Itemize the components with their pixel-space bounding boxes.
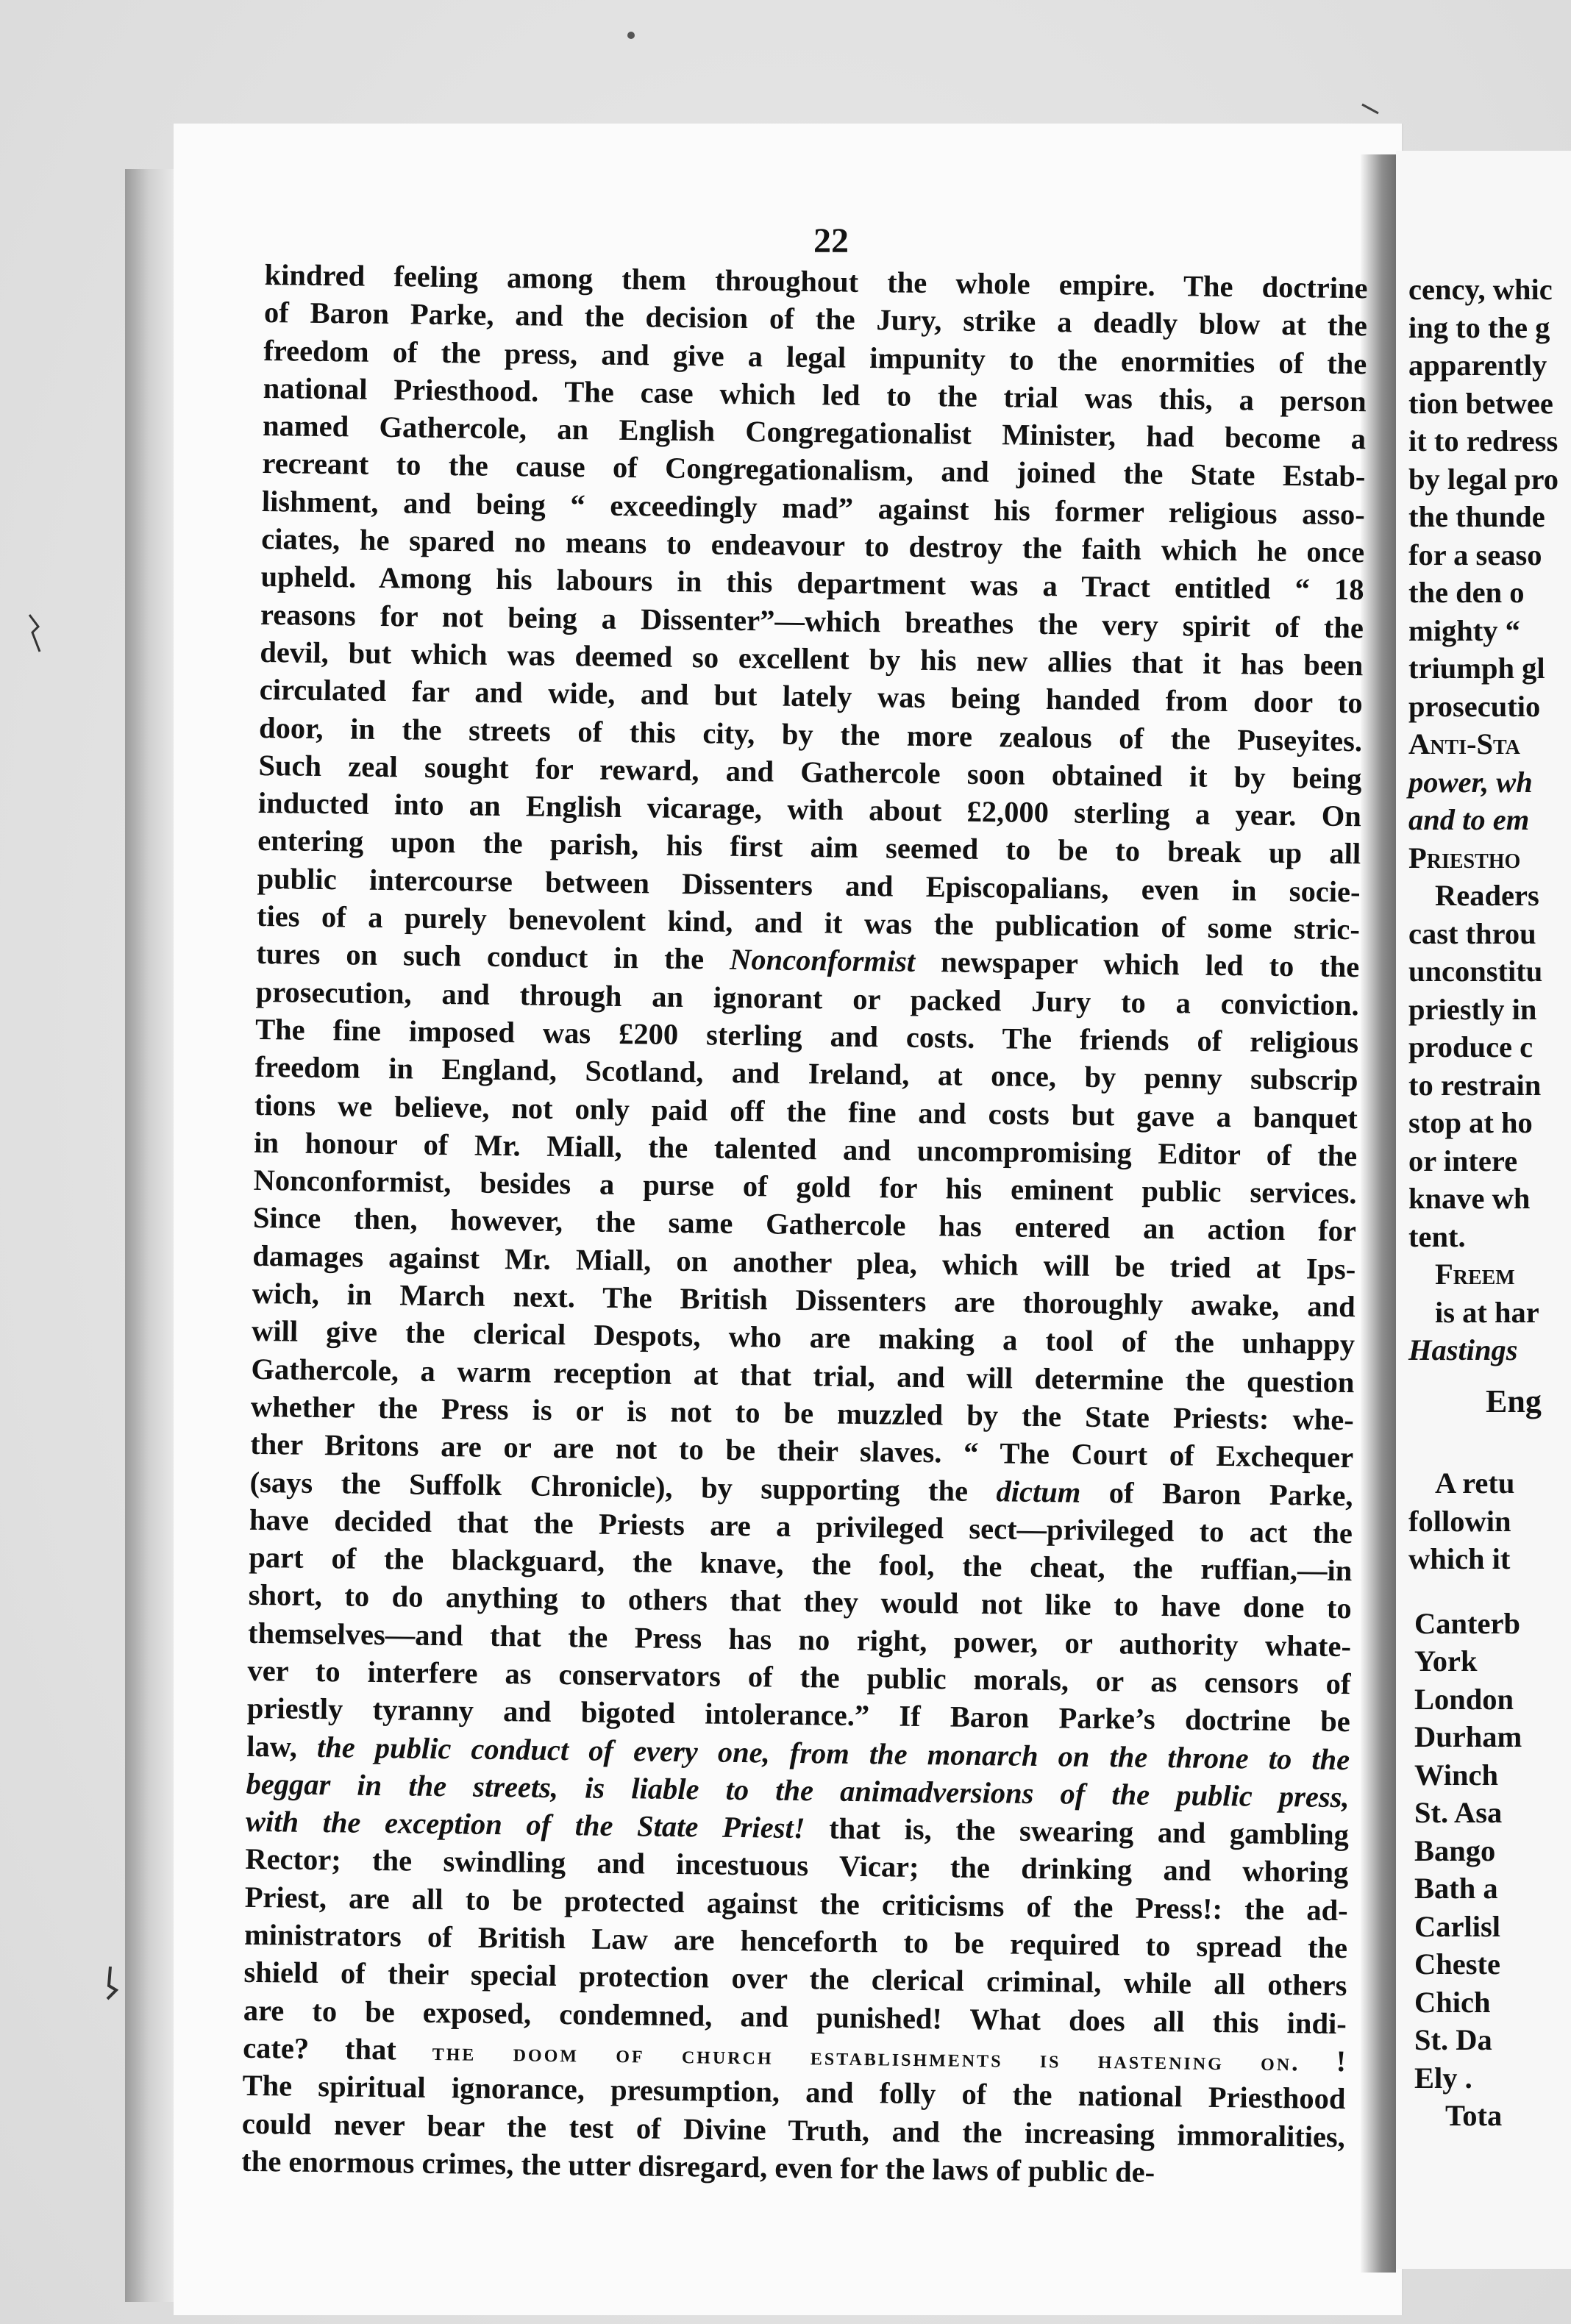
text-line: ther Britons are or are not to be their slaves. “ The Court of Exchequer [249,1427,1354,1475]
text-line: Readers [1435,879,1539,912]
text-line: door, in the streets of this city, by the more zealous of the Puseyites. [258,710,1363,758]
facing-page-text [1408,271,1571,2135]
text-line: triumph gl [1408,652,1545,685]
text-line: freedom in England, Scotland, and Ireland, at once, by penny subscrip [254,1050,1358,1097]
table-row: Bath a [1414,1872,1498,1905]
text-line: ties of a purely benevolent kind, and it was the publication of some stric- [256,899,1361,947]
text-line: recreant to the cause of Congregationalism, and joined the State Estab- [262,446,1366,493]
italic-dictum: dictum [996,1474,1081,1509]
small-caps-phrase: the doom of church establishments is hastening on. [432,2038,1300,2077]
text-line: shield of their special protection over the clerical criminal, while all others [243,1956,1347,2003]
table-row: St. Asa [1414,1796,1503,1829]
text-line: cency, whic [1408,273,1553,306]
text-line: The spiritual ignorance, presumption, and folly of the national Priesthood [242,2069,1346,2116]
text-line: Rector; the swindling and incestuous Vicar; the drinking and whoring [245,1842,1349,1889]
text-line: have decided that the Priests are a privileged sect—privileged to act the [249,1503,1353,1550]
table-row: York [1414,1644,1478,1678]
text-line: ministrators of British Law are henceforth to be required to spread the [243,1917,1348,1965]
table-row: Bango [1414,1833,1496,1867]
text-line: whether the Press is or is not to be muzzled by the State Priests: whe- [250,1389,1355,1437]
text-line: apparently [1408,349,1547,382]
scan-speck-mark [26,610,43,655]
text-line: Priestho [1408,841,1521,874]
text-line: tion betwee [1408,386,1553,420]
scan-speck-mark [625,29,637,41]
text-line: national Priesthood. The case which led to the trial was this, a person [263,371,1367,418]
scan-speck-mark [103,1964,119,2002]
text-line: tent. [1408,1219,1466,1253]
section-heading: Eng [1486,1383,1542,1419]
text-line: in honour of Mr. Miall, the talented and uncompromising Editor of the [253,1125,1358,1173]
text-run: that is, the swearing and gambling [805,1811,1350,1852]
text-line: Since then, however, the same Gathercole has entered an action for [252,1201,1357,1248]
text-line: tions we believe, not only paid off the fine and costs but gave a banquet [254,1088,1358,1135]
text-line: cast throu [1408,916,1536,950]
italic-newspaper-name: Nonconformist [729,943,916,979]
text-line: priestly tyranny and bigoted intolerance.” If Baron Parke’s doctrine be [246,1692,1351,1739]
text-line: could never bear the test of Divine Truth, and the increasing immoralities, [241,2106,1346,2153]
text-line: Such zeal sought for reward, and Gathercole soon obtained it by being [258,748,1362,796]
italic-quote: beggar in the streets, is liable to the animadversions of the public press, [246,1767,1350,1814]
text-run: (says the Suffolk Chronicle), by supporting the [249,1465,997,1508]
text-run: law, [246,1729,318,1764]
italic-quote: the public conduct of every one, from the monarch on the throne to the [316,1730,1350,1776]
table-row: St. Da [1414,2023,1492,2056]
text-line: and to em [1408,803,1530,836]
text-line: wich, in March next. The British Dissenters are thoroughly awake, and [252,1276,1356,1324]
table-row: Ely . [1414,2061,1472,2095]
text-run: cate? that [242,2031,433,2067]
text-line: ciates, he spared no means to endeavour to destroy the faith which he once [261,522,1365,569]
spacer [1408,1578,1571,1605]
text-run: newspaper which led to the [914,945,1360,984]
text-run: of Baron Parke, [1080,1475,1353,1512]
text-line: inducted into an English vicarage, with about £2,000 sterling a year. On [257,786,1362,833]
text-line: Gathercole, a warm reception at that trial, and will determine the question [251,1352,1355,1399]
page-number: 22 [813,221,849,260]
text-line: mighty “ [1408,613,1520,647]
table-row: Canterb [1414,1606,1520,1640]
scan-speck-mark [1361,103,1380,115]
text-line: Hastings [1408,1333,1518,1366]
text-line: upheld. Among his labours in this department was a Tract entitled “ 18 [260,560,1364,607]
text-line: public intercourse between Dissenters and Episcopalians, even in socie- [257,861,1361,909]
text-line: Anti-Sta [1408,727,1520,760]
text-line: stop at ho [1408,1106,1533,1139]
table-row: Winch [1414,1758,1499,1792]
book-gutter [1361,154,1396,2273]
text-line: short, to do anything to others that they would not like to have done to [248,1578,1352,1625]
text-line: prosecution, and through an ignorant or packed Jury to a conviction. [255,974,1359,1022]
text-line: reasons for not being a Dissenter”—which breathes the very spirit of the [260,597,1364,644]
text-line: the den o [1408,576,1525,609]
table-row: Cheste [1414,1947,1500,1981]
italic-quote: with the exception of the State Priest! [245,1805,805,1845]
text-line: it to redress [1408,424,1558,457]
text-line: priestly in [1408,992,1537,1026]
text-line: Nonconformist, besides a purse of gold for his eminent public services. [253,1163,1357,1211]
text-line: followin [1408,1504,1511,1538]
text-line: ver to interfere as conservators of the public morals, or as censors of [247,1653,1351,1701]
main-text-block [241,256,1368,2193]
text-line: which it [1408,1542,1511,1575]
text-line: of Baron Parke, and the decision of the Jury, strike a deadly blow at the [263,296,1368,343]
text-line: part of the blackguard, the knave, the fool, the cheat, the ruffian,—in [249,1540,1353,1588]
text-line: to restrain [1408,1068,1542,1102]
table-row: Chich [1414,1985,1491,2019]
text-line: is at har [1435,1295,1539,1329]
text-line: themselves—and that the Press has no right, power, or authority whate- [247,1616,1352,1663]
text-line: the enormous crimes, the utter disregard, even for the laws of public de- [241,2144,1155,2189]
table-row: Tota [1445,2099,1503,2132]
text-line: kindred feeling among them throughout the whole empire. The doctrine [264,257,1368,305]
text-line: knave wh [1408,1182,1531,1215]
text-run: ! [1300,2044,1347,2078]
text-line: prosecutio [1408,689,1541,723]
text-line: damages against Mr. Miall, on another plea, which will be tried at Ips- [252,1238,1356,1286]
text-line: will give the clerical Despots, who are making a tool of the unhappy [251,1314,1356,1361]
text-run: tures on such conduct in the [256,937,730,977]
text-line: produce c [1408,1030,1533,1063]
text-line: by legal pro [1408,462,1559,496]
text-line: ing to the g [1408,310,1550,344]
text-line: The fine imposed was £200 sterling and costs. The friends of religious [254,1012,1359,1060]
text-line: Priest, are all to be protected against the criticisms of the Press!: the ad- [244,1880,1348,1927]
text-line: circulated far and wide, and but lately was being handed from door to [259,673,1363,720]
text-line: power, wh [1408,765,1533,799]
text-line: devil, but which was deemed so excellent by his new allies that it has been [260,635,1364,682]
text-line: are to be exposed, condemned, and punished! What does all this indi- [243,1993,1347,2040]
table-row: Durham [1414,1720,1522,1753]
text-line: Freem [1435,1258,1515,1291]
text-line: the thunde [1408,500,1545,533]
text-line: entering upon the parish, his first aim seemed to be to break up all [257,824,1361,871]
table-row: London [1414,1682,1514,1716]
text-line: freedom of the press, and give a legal impunity to the enormities of the [263,333,1367,380]
text-line: or intere [1408,1144,1518,1177]
text-line: for a seaso [1408,538,1542,571]
text-line: A retu [1435,1466,1515,1500]
table-row: Carlisl [1414,1909,1500,1943]
text-line: lishment, and being “ exceedingly mad” against his former religious asso- [261,484,1366,532]
text-line: unconstitu [1408,955,1543,988]
text-line: named Gathercole, an English Congregationalist Minister, had become a [262,409,1367,456]
